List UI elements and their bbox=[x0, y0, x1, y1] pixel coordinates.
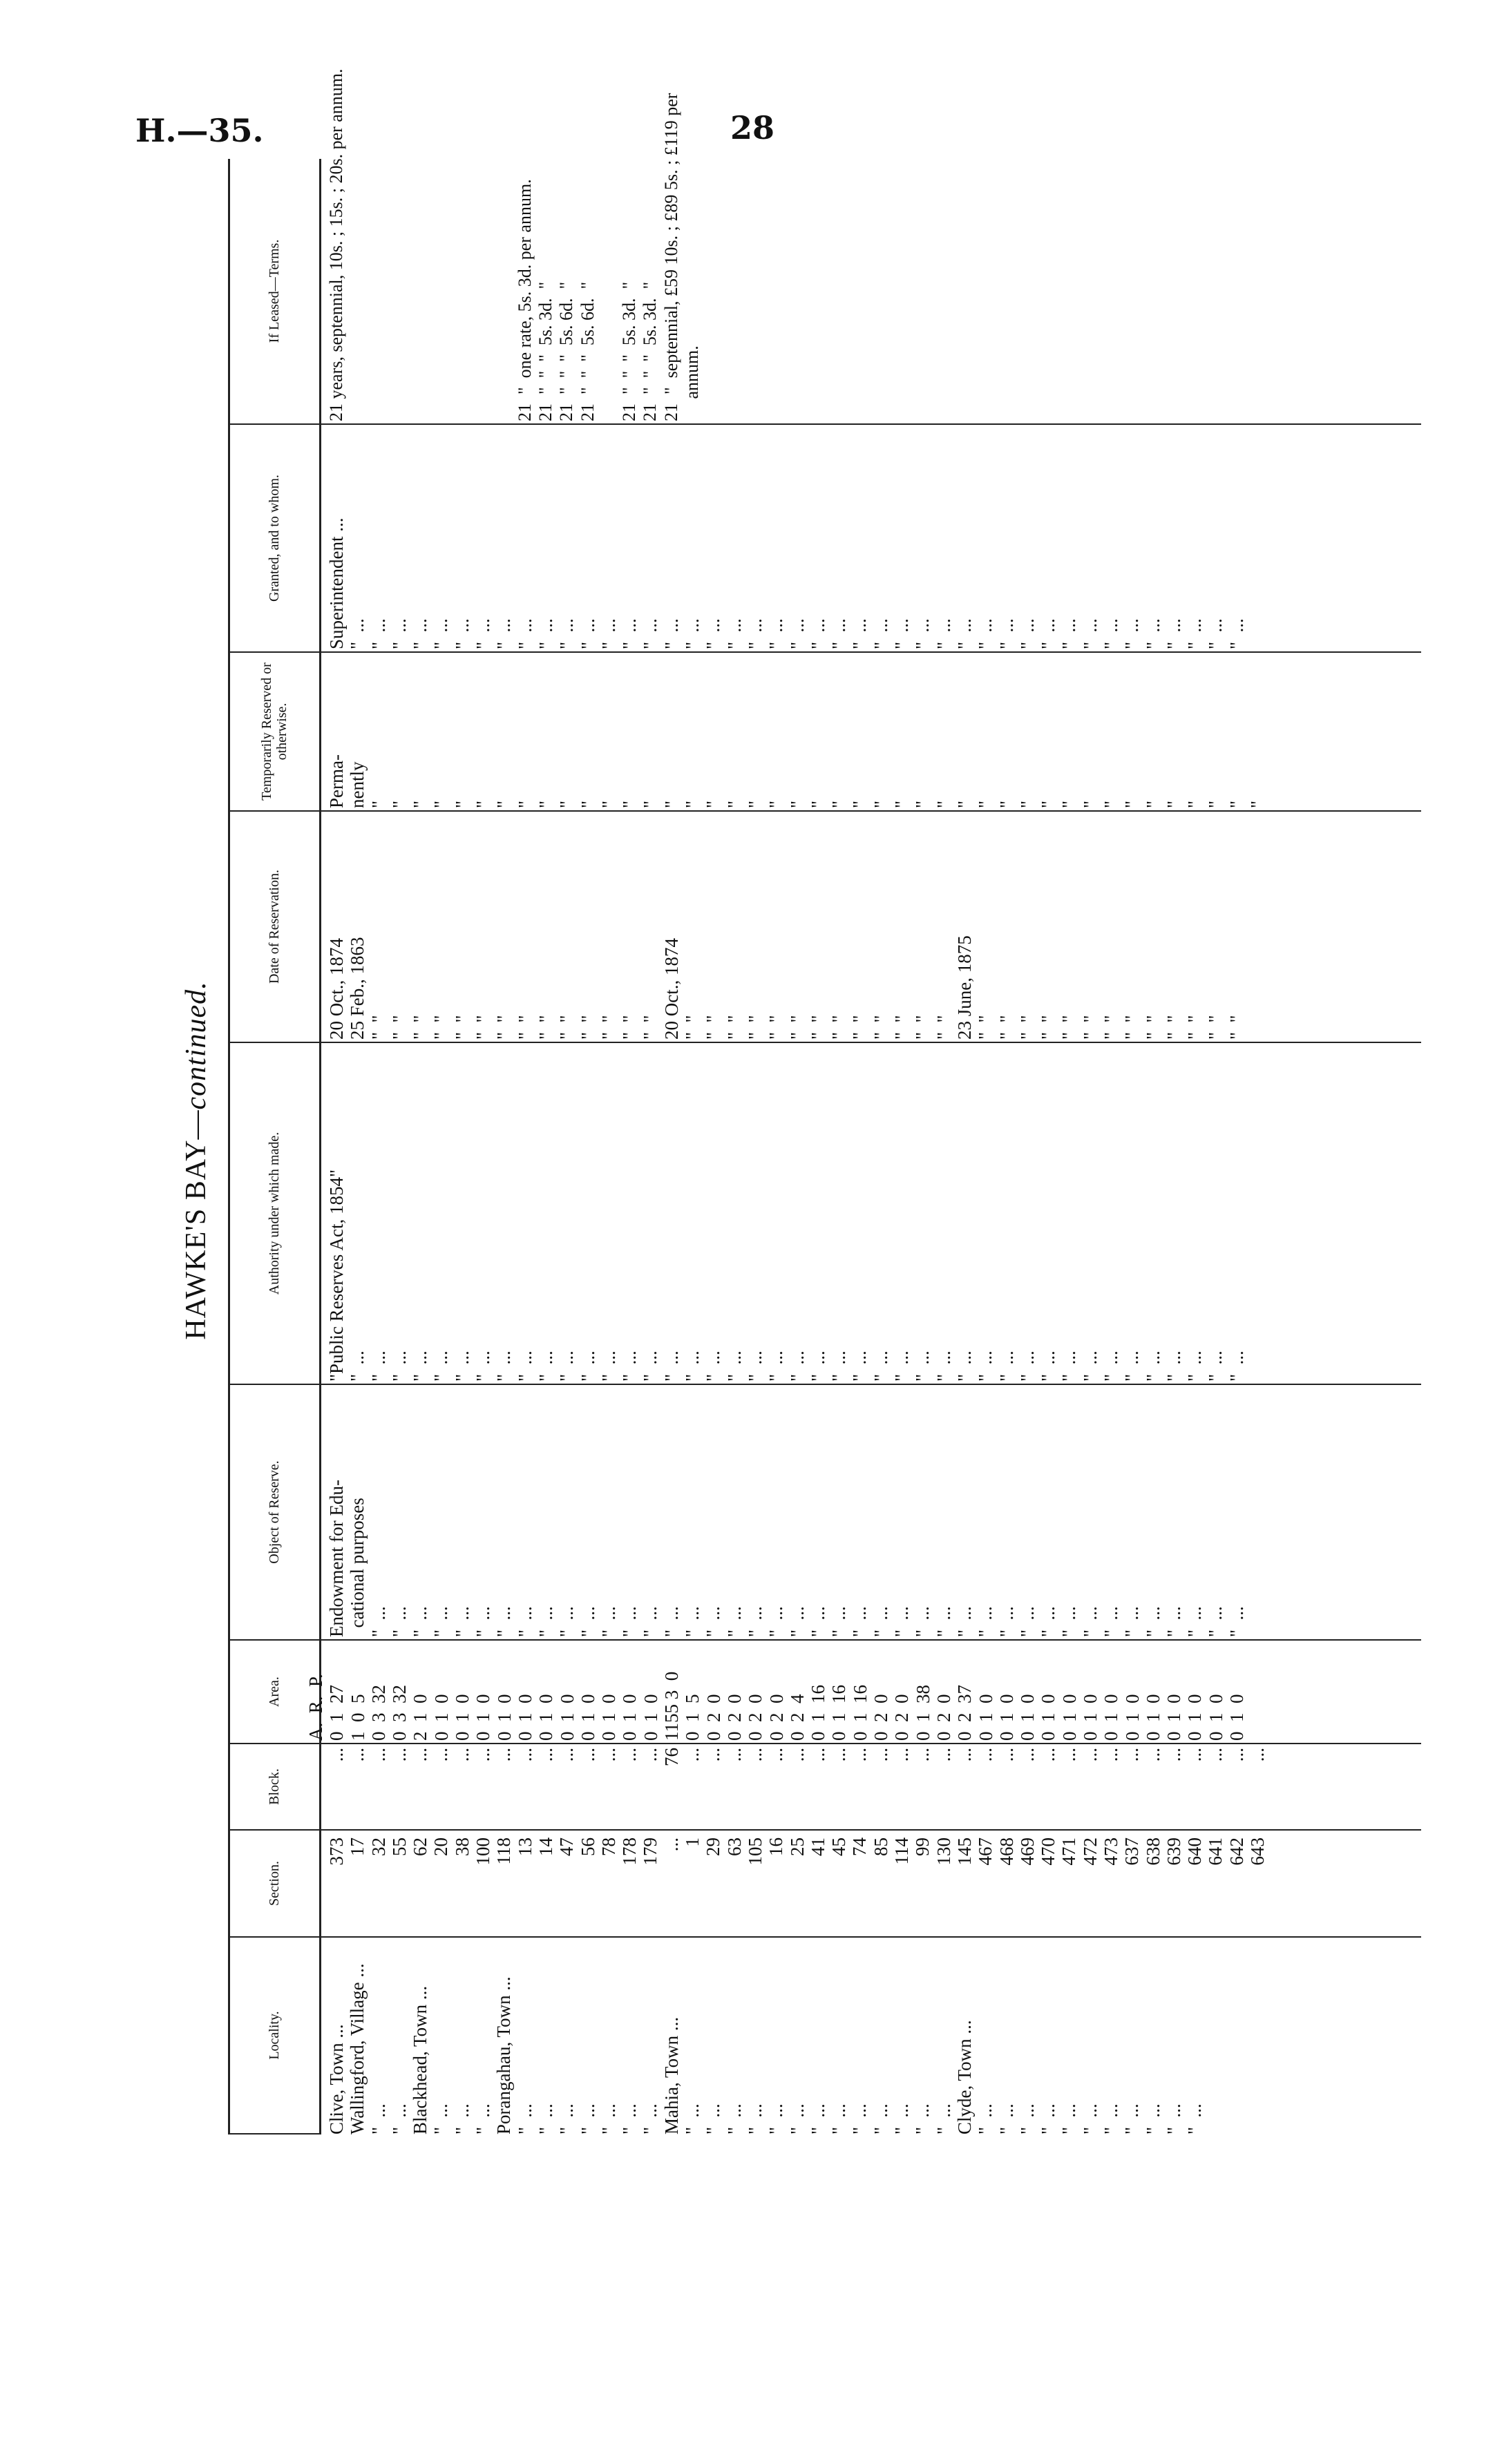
column-rule bbox=[229, 1042, 1421, 1043]
column-rule bbox=[229, 423, 1421, 425]
header-object: Object of Reserve. bbox=[229, 1385, 319, 1641]
column-section: 373 17 32 55 62 20 38 100 118 13 14 47 56 78 178 179 ... 1 29 63 105 16 25 41 45 74 85 114 99 130 145 467 468 469 470 471 472 473 637 638 639 640 641 642 643 bbox=[326, 1837, 1268, 1866]
table-header-rule bbox=[319, 159, 321, 2134]
column-rule bbox=[229, 651, 1421, 653]
column-area: A. R. P. 0 1 27 1 0 5 0 3 32 0 3 32 2 1 0 0 1 0 0 1 0 0 1 0 0 1 0 0 1 0 0 1 0 0 1 0 0 1 0 0 1 0 0 1 0 0 1 0 1155 3 0 0 1 5 0 2 0 0 2 0 0 2 0 0 2 0 0 2 4 0 1 16 0 1 16 0 1 16 0 2 0 0 2 0 0 1 38 0 2 0 0 2 37 0 1 0 0 1 0 0 1 0 0 1 0 0 1 0 0 1 0 0 1 0 0 1 0 0 1 0 0 1 0 0 1 0 0 1 0 0 1 0 bbox=[305, 1671, 1248, 1741]
column-rule bbox=[229, 810, 1421, 812]
section-title-continued: continued. bbox=[180, 981, 212, 1110]
header-granted: Granted, and to whom. bbox=[229, 425, 319, 653]
page-code: H.—35. bbox=[135, 112, 264, 149]
column-rule bbox=[229, 1639, 1421, 1641]
column-object: Endowment for Edu- cational purposes " ... " ... " ... " ... " ... " ... " ... " ... " ... " ... " ... " ... " ... " ... " ... " ... " ... " ... " ... " ... " ... " ... " ... " ... " ... " ... " ... " ... " ... " ... " ... " ... " ... " ... " ... " ... " ... " ... " ... " ... " ... " ... bbox=[326, 1480, 1247, 1637]
column-leased-terms: 21 years, septennial, 10s. ; 15s. ; 20s. per annum. 21 " one rate, 5s. 3d. per annum. 21 " " " 5s. 3d. " 21 " " " 5s. 6d. " 21 " " " 5s. 6d. " 21 " " " 5s. 3d. " 21 " " " 5s. 3d. " 21 " septennial, £59 10s. ; £89 5s. ; £119 per annum. bbox=[326, 68, 703, 421]
section-title-main: HAWKE'S BAY— bbox=[180, 1109, 212, 1340]
column-temporarily: Perma- nently " " " " " " " " " " " " " " " " " " " " " " " " " " " " " " " " " " " " " " " " " " " bbox=[326, 754, 1268, 808]
header-leased: If Leased—Terms. bbox=[229, 159, 319, 425]
header-date: Date of Reservation. bbox=[229, 812, 319, 1043]
header-locality: Locality. bbox=[229, 1938, 319, 2134]
column-rule bbox=[229, 1384, 1421, 1385]
column-locality: Clive, Town ... Wallingford, Village ... " ... " ... Blackhead, Town ... " ... " ... " ... Porangahau, Town ... " ... " ... " ... " ... " ... " ... " ... Mahia, Town ... " ... " ... " ... " ... " ... " ... " ... " ... " ... " ... " ... " ... " ... Clyde, Town ... " ... " ... " ... " ... " ... " ... " ... " ... " ... " ... " ... bbox=[326, 1963, 1206, 2134]
header-temporarily: Temporarily Reserved or otherwise. bbox=[229, 653, 319, 812]
column-rule bbox=[229, 1743, 1421, 1744]
header-authority: Authority under which made. bbox=[229, 1043, 319, 1385]
column-granted: Superintendent ... " ... " ... " ... " ... " ... " ... " ... " ... " ... " ... " ... " ... " ... " ... " ... " ... " ... " ... " ... " ... " ... " ... " ... " ... " ... " ... " ... " ... " ... " ... " ... " ... " ... " ... " ... " ... " ... " ... " ... " ... " ... " ... " ... bbox=[326, 517, 1247, 649]
header-block: Block. bbox=[229, 1744, 319, 1831]
page-number: 28 bbox=[730, 109, 775, 146]
header-area: Area. bbox=[229, 1641, 319, 1744]
column-block: ... ... ... ... ... ... ... ... ... ... ... ... ... ... ... ... 76 ... ... ... ... ... ... ... ... ... ... ... ... ... ... ... ... ... ... ... ... ... ... ... ... ... ... ... ... bbox=[326, 1748, 1268, 1766]
header-section: Section. bbox=[229, 1831, 319, 1938]
column-date: 20 Oct., 1874 25 Feb., 1863 " " " " " " " " " " " " " " " " " " " " " " " " " " " " 20 Oct., 1874 " " " " " " " " " " " " " " " " " " " " " " " " " " 23 June, 1875 " " " " " " " " " " " " " " " " " " " " " " " " " " bbox=[326, 935, 1247, 1040]
column-authority: "Public Reserves Act, 1854" " ... " ... " ... " ... " ... " ... " ... " ... " ... " ... " ... " ... " ... " ... " ... " ... " ... " ... " ... " ... " ... " ... " ... " ... " ... " ... " ... " ... " ... " ... " ... " ... " ... " ... " ... " ... " ... " ... " ... " ... " ... " ... " ... bbox=[326, 1169, 1247, 1382]
section-title bbox=[180, 573, 213, 1748]
